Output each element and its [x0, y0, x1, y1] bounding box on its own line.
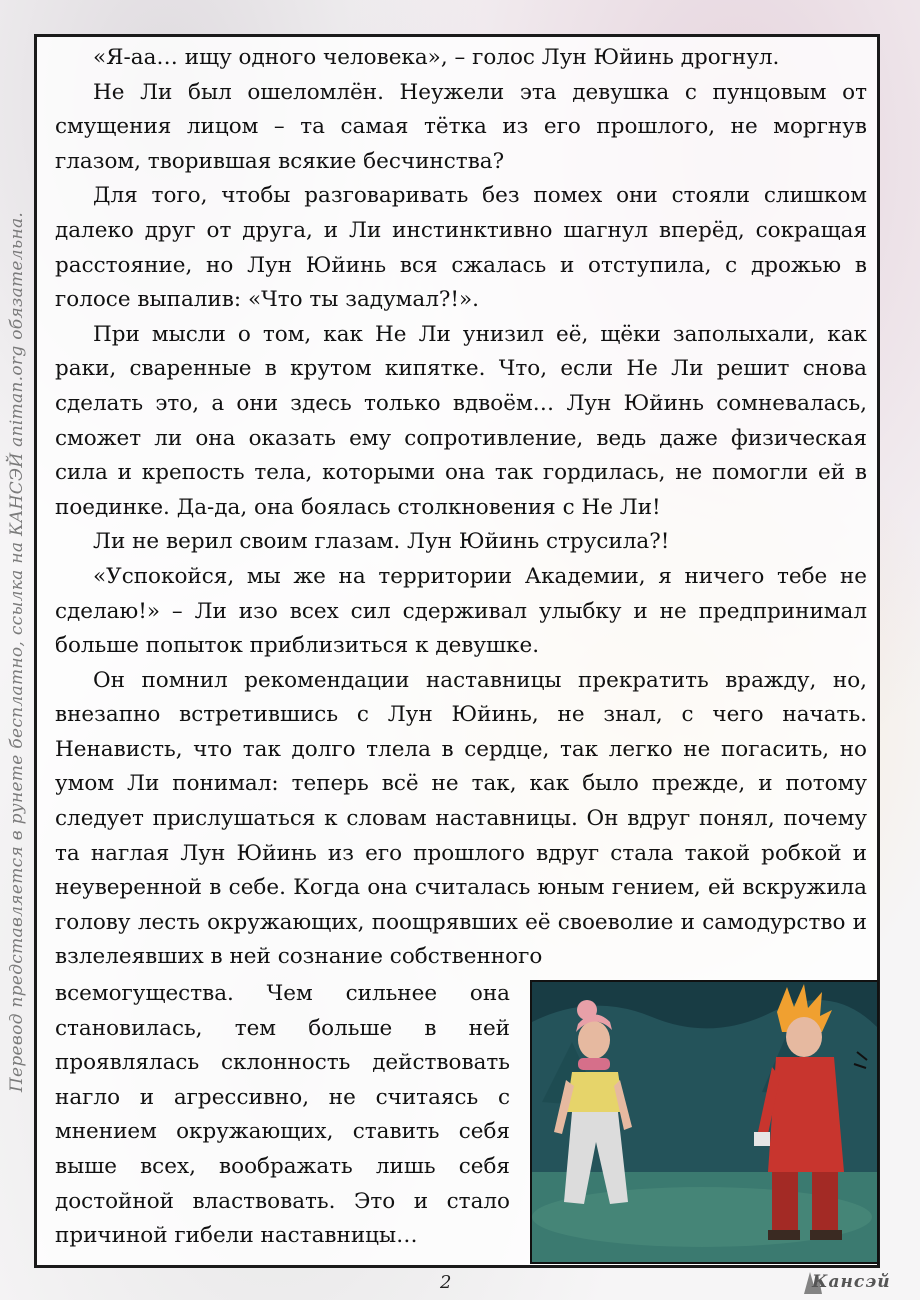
- paragraph: Ли не верил своим глазам. Лун Юйинь струсила?!: [93, 529, 670, 555]
- paragraph: Не Ли был ошеломлён. Неужели эта девушка с пунцовым от смущения лицом – та самая тётка из его прошлого, не моргнув глазом, творившая всякие бесчинства?: [55, 79, 867, 174]
- illustration-scene: [532, 982, 877, 1262]
- logo-text: Кансэй: [812, 1272, 891, 1292]
- paragraph: «Я-аа… ищу одного человека», – голос Лун Юйинь дрогнул.: [93, 45, 780, 70]
- page-number: 2: [440, 1272, 452, 1293]
- paragraph: всемогущества. Чем сильнее она становилась, тем больше в ней проявлялась склонность действовать нагло и агрессивно, не считаясь с мнением окружающих, ставить себя выше всех, воображать лишь себя достойной властвовать. Это и стало причиной гибели наставницы…: [55, 981, 510, 1249]
- watermark-side-note: [0, 34, 34, 1269]
- side-note-text: Перевод представляется в рунете бесплатно, ссылка на КАНСЭЙ animan.org обязательна.: [7, 211, 27, 1092]
- body-text: [55, 41, 867, 975]
- paragraph: «Успокойся, мы же на территории Академии, я ничего тебе не сделаю!» – Ли изо всех сил сдерживал улыбку и не предпринимал больше попыток приблизиться к девушке.: [55, 563, 867, 659]
- paragraph: При мысли о том, как Не Ли унизил её, щёки заполыхали, как раки, сваренные в крутом кипятке. Что, если Не Ли решит снова сделать это, а они здесь только вдвоём… Лун Юйинь сомневалась, сможет ли она оказать ему сопротивление, ведь даже физическая сила и крепость тела, которыми она так гордилась, не помогли ей в поединке. Да-да, она боялась столкновения с Не Ли!: [55, 321, 867, 520]
- paragraph: Он помнил рекомендации наставницы прекратить вражду, но, внезапно встретившись с Лун Юйинь, не знал, с чего начать. Ненависть, что так долго тлела в сердце, так легко не погасить, но умом Ли понимал: теперь всё не так, как было прежде, и потому следует прислушаться к словам наставницы. Он вдруг понял, почему та наглая Лун Юйинь из его прошлого вдруг стала такой робкой и неуверенной в себе. Когда она считалась юным гением, ей вскружила голову лесть окружающих, поощрявших её своеволие и самодурство и взлелеявших в ней сознание собственного: [55, 667, 867, 970]
- float-text: [55, 977, 510, 1254]
- paragraph: Для того, чтобы разговаривать без помех они стояли слишком далеко друг от друга, и Ли инстинктивно шагнул вперёд, сокращая расстояние, но Лун Юйинь вся сжалась и отступила, с дрожью в голосе выпалив: «Что ты задумал?!».: [55, 183, 867, 313]
- text-frame: [34, 34, 880, 1268]
- illustration: [530, 980, 879, 1264]
